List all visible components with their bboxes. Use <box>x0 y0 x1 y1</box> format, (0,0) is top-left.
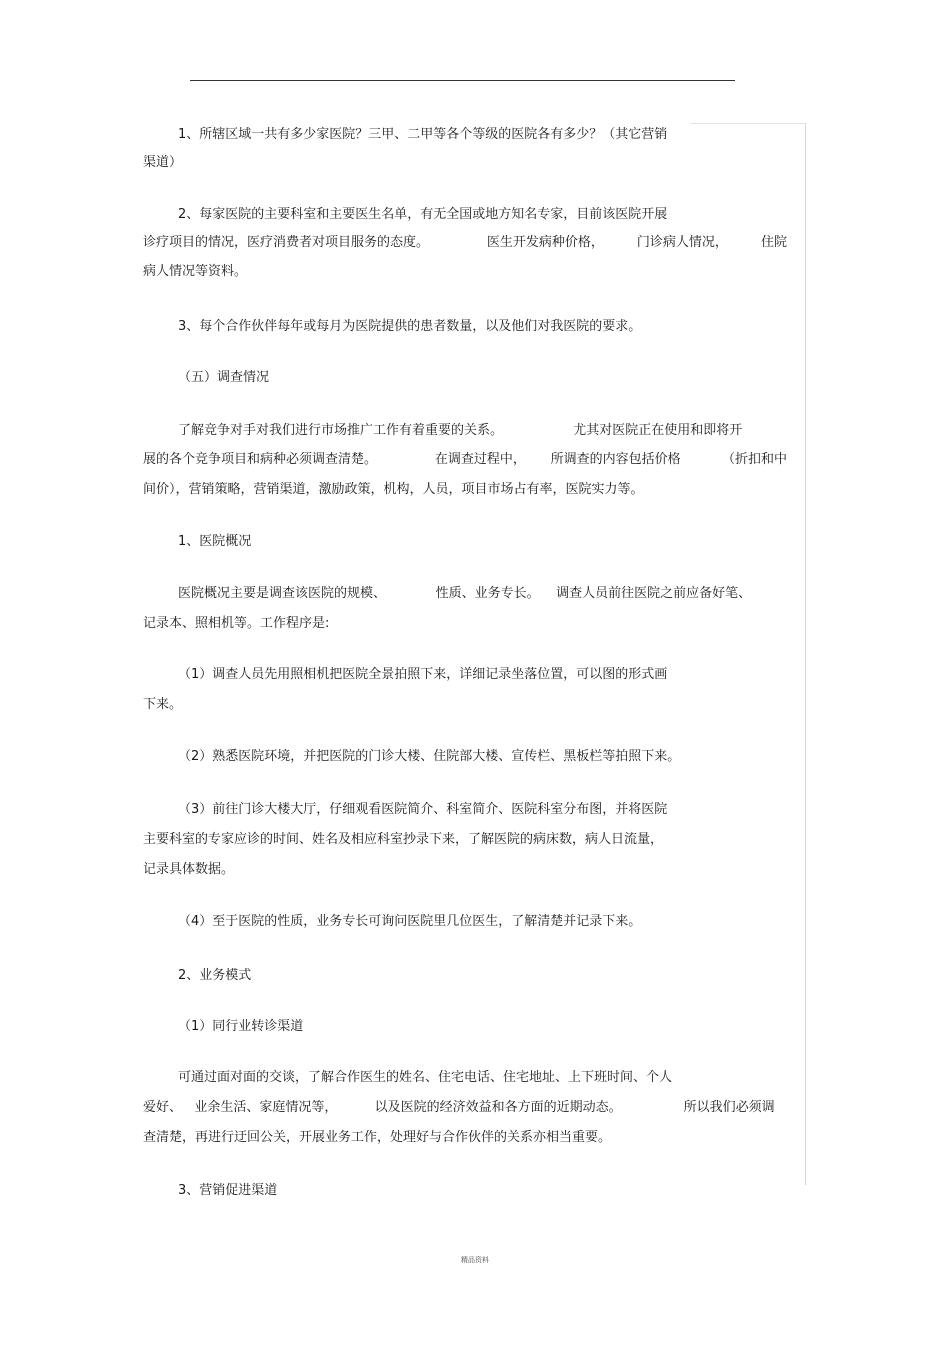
section-heading: （五）调查情况 <box>178 370 270 385</box>
text-line: 查清楚，再进行迂回公关，开展业务工作，处理好与合作伙伴的关系亦相当重要。 <box>143 1130 612 1145</box>
text-line: 展的各个竞争项目和病种必须调查清楚。 在调查过程中， 所调查的内容包括价格 （折扣和中 <box>143 452 787 467</box>
frame-right-edge <box>805 123 806 1185</box>
section-heading: 1、医院概况 <box>178 534 252 549</box>
frame-top-edge <box>690 123 805 124</box>
text-line: 记录本、照相机等。工作程序是: <box>143 616 330 631</box>
text-line: 主要科室的专家应诊的时间、姓名及相应科室抄录下来，了解医院的病床数，病人日流量， <box>143 832 664 847</box>
text-line: 爱好、 业余生活、家庭情况等， 以及医院的经济效益和各方面的近期动态。 所以我们必须调 <box>143 1100 775 1115</box>
text-line: 医院概况主要是调查该医院的规模、 性质、业务专长。 调查人员前往医院之前应备好笔、 <box>178 586 752 601</box>
page-footer: 精品资料 <box>461 1256 489 1264</box>
section-heading: （1）同行业转诊渠道 <box>178 1019 304 1034</box>
text-line: （4）至于医院的性质，业务专长可询问医院里几位医生，了解清楚并记录下来。 <box>178 914 642 929</box>
text-line: 3、每个合作伙伴每年或每月为医院提供的患者数量，以及他们对我医院的要求。 <box>178 319 642 334</box>
text-line: （2）熟悉医院环境，并把医院的门诊大楼、住院部大楼、宣传栏、黑板栏等拍照下来。 <box>178 749 681 764</box>
text-line: 下来。 <box>143 697 183 712</box>
text-line: 记录具体数据。 <box>143 862 235 877</box>
text-line: 1、所辖区域一共有多少家医院？三甲、二甲等各个等级的医院各有多少？（其它营销 <box>178 127 668 142</box>
text-line: 渠道） <box>143 155 183 170</box>
section-heading: 2、业务模式 <box>178 968 252 983</box>
text-line: 病人情况等资料。 <box>143 264 248 279</box>
text-line: 2、每家医院的主要科室和主要医生名单，有无全国或地方知名专家，目前该医院开展 <box>178 207 668 222</box>
section-heading: 3、营销促进渠道 <box>178 1183 278 1198</box>
text-line: 可通过面对面的交谈，了解合作医生的姓名、住宅电话、住宅地址、上下班时间、个人 <box>178 1070 673 1085</box>
text-line: 了解竞争对手对我们进行市场推广工作有着重要的关系。 尤其对医院正在使用和即将开 <box>178 423 743 438</box>
text-line: （3）前往门诊大楼大厅，仔细观看医院简介、科室简介、医院科室分布图，并将医院 <box>178 802 668 817</box>
text-line: 间价），营销策略，营销渠道，激励政策，机构，人员，项目市场占有率，医院实力等。 <box>143 482 644 497</box>
text-line: 诊疗项目的情况，医疗消费者对项目服务的态度。 医生开发病种价格， 门诊病人情况， 住院 <box>143 235 787 250</box>
text-line: （1）调查人员先用照相机把医院全景拍照下来，详细记录坐落位置，可以图的形式画 <box>178 667 668 682</box>
header-rule <box>190 80 735 81</box>
